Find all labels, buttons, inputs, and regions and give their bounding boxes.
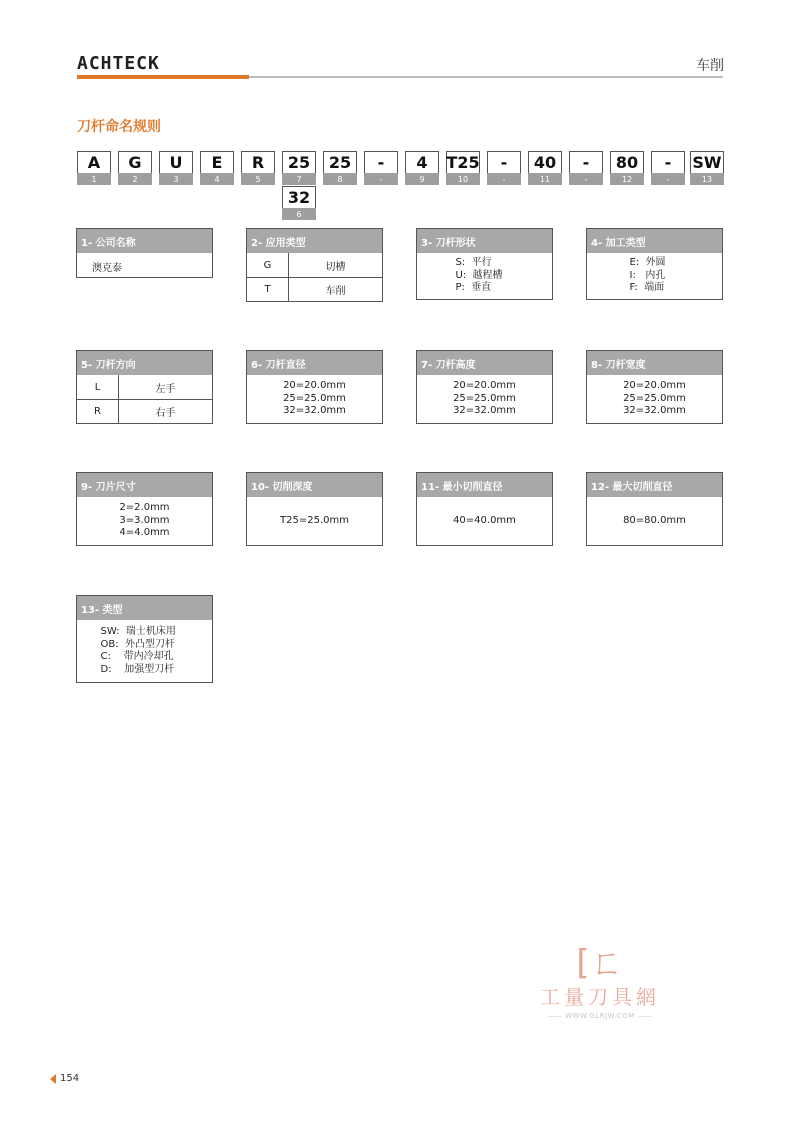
row-value: 切槽	[325, 261, 346, 273]
list-item: 25=25.0mm	[623, 392, 686, 404]
list-item: 3=3.0mm	[119, 514, 170, 526]
list-item: 20=20.0mm	[623, 380, 686, 392]
box-header: 1- 公司名称	[77, 229, 212, 253]
list-item: 25=25.0mm	[453, 392, 516, 404]
code-char: -	[651, 151, 685, 173]
code-char: T25	[446, 153, 480, 172]
box-header: 2- 应用类型	[247, 229, 382, 253]
code-char: SW	[690, 151, 724, 173]
code-char: 25	[282, 151, 316, 173]
code-char: R	[241, 151, 275, 173]
code-char: 25	[323, 151, 357, 173]
code-char: 40	[528, 151, 562, 173]
list-item: U: 越程槽	[455, 269, 503, 281]
code-cell	[610, 151, 644, 185]
code-char: G	[118, 151, 152, 173]
row-value: 左手	[155, 383, 176, 395]
code-index: 9	[405, 173, 439, 185]
list-item: 20=20.0mm	[283, 380, 346, 392]
code-char: 4	[405, 151, 439, 173]
box-header: 3- 刀杆形状	[417, 229, 552, 253]
code-char: U	[159, 151, 193, 173]
box-text: 澳克泰	[92, 263, 122, 274]
code-cell	[159, 151, 193, 185]
code-char: -	[569, 151, 603, 173]
page-number	[50, 1073, 79, 1084]
code-index: 6	[282, 208, 316, 220]
code-char: E	[200, 151, 234, 173]
code-index: 11	[528, 173, 562, 185]
watermark-url: —— WWW.GLRJW.COM ——	[547, 1012, 653, 1020]
code-index: 5	[241, 173, 275, 185]
watermark	[530, 945, 670, 1020]
list-item: 32=32.0mm	[623, 405, 686, 417]
page-title: 刀杆命名规则	[77, 119, 161, 135]
box-header: 6- 刀杆直径	[247, 351, 382, 375]
box-header: 5- 刀杆方向	[77, 351, 212, 375]
code-index: 3	[159, 173, 193, 185]
code-index: 4	[200, 173, 234, 185]
code-index: -	[651, 173, 685, 185]
code-index: -	[364, 173, 398, 185]
table-row	[247, 253, 382, 277]
row-key: G	[247, 253, 289, 277]
list-item: I: 内孔	[629, 269, 666, 281]
list-item: P: 垂直	[455, 282, 492, 294]
list-item: 32=32.0mm	[283, 405, 346, 417]
code-cell	[77, 151, 111, 185]
box-machining-type	[586, 228, 723, 300]
list-item: C: 带内冷却孔	[100, 651, 174, 662]
page-number-text: 154	[60, 1073, 80, 1084]
header-accent-bar	[77, 75, 249, 79]
code-cell	[323, 151, 357, 185]
code-cell	[528, 151, 562, 185]
code-char: -	[487, 151, 521, 173]
box-shank-height	[416, 350, 553, 424]
list-item: S: 平行	[455, 257, 492, 269]
list-item: 32=32.0mm	[453, 405, 516, 417]
code-cell	[690, 151, 724, 185]
list-item: T25=25.0mm	[280, 514, 349, 526]
code-index: 1	[77, 173, 111, 185]
row-key: R	[77, 400, 119, 423]
box-application-type	[246, 228, 383, 302]
box-shank-shape	[416, 228, 553, 300]
box-cutting-depth	[246, 472, 383, 546]
list-item: 2=2.0mm	[119, 502, 170, 514]
code-char: 32	[282, 186, 316, 208]
table-row	[77, 399, 212, 423]
box-max-cutting-diameter	[586, 472, 723, 546]
code-index: 13	[690, 173, 724, 185]
code-index: 12	[610, 173, 644, 185]
list-item: D: 加强型刀杆	[100, 663, 175, 675]
table-row	[247, 277, 382, 301]
list-item: 25=25.0mm	[283, 392, 346, 404]
box-header: 8- 刀杆宽度	[587, 351, 722, 375]
row-value: 车削	[325, 286, 346, 297]
box-shank-width	[586, 350, 723, 424]
list-item: OB: 外凸型刀杆	[100, 638, 175, 650]
box-min-cutting-diameter	[416, 472, 553, 546]
box-header: 10- 切削深度	[247, 473, 382, 497]
list-item: F: 端面	[629, 282, 665, 294]
table-row	[77, 375, 212, 399]
box-shank-diameter	[246, 350, 383, 424]
box-type	[76, 595, 213, 683]
code-cell	[118, 151, 152, 185]
code-cell	[446, 151, 480, 185]
box-header: 4- 加工类型	[587, 229, 722, 253]
list-item: 40=40.0mm	[453, 514, 516, 526]
code-cell	[364, 151, 398, 185]
row-key: L	[77, 375, 119, 399]
code-char: A	[77, 151, 111, 173]
brand-logo: ACHTECK	[77, 53, 160, 74]
list-item: 20=20.0mm	[453, 380, 516, 392]
box-company-name	[76, 228, 213, 278]
box-header: 13- 类型	[77, 596, 212, 620]
code-cell	[241, 151, 275, 185]
code-cell	[405, 151, 439, 185]
list-item: 4=4.0mm	[119, 527, 170, 539]
watermark-logo-icon: [ㄈ	[576, 943, 624, 983]
code-cell	[282, 151, 316, 185]
box-header: 12- 最大切削直径	[587, 473, 722, 497]
code-index: 8	[323, 173, 357, 185]
code-cell	[200, 151, 234, 185]
code-cell	[651, 151, 685, 185]
row-key: T	[247, 278, 289, 301]
watermark-text: 工量刀具網	[540, 985, 660, 1009]
code-cell	[487, 151, 521, 185]
code-index: 7	[282, 173, 316, 185]
box-shank-direction	[76, 350, 213, 424]
code-index: -	[487, 173, 521, 185]
code-index: 2	[118, 173, 152, 185]
row-value: 右手	[155, 408, 176, 419]
list-item: E: 外圆	[629, 257, 666, 269]
box-header: 11- 最小切削直径	[417, 473, 552, 497]
box-header: 9- 刀片尺寸	[77, 473, 212, 497]
box-header: 7- 刀杆高度	[417, 351, 552, 375]
list-item: 80=80.0mm	[623, 514, 686, 526]
code-char: 80	[610, 151, 644, 173]
list-item: SW: 瑞士机床用	[100, 626, 176, 637]
section-title: 车削	[696, 58, 724, 74]
code-cell-extra	[282, 186, 316, 220]
code-index: 10	[446, 173, 480, 185]
code-index: -	[569, 173, 603, 185]
code-char: -	[364, 151, 398, 173]
triangle-left-icon	[50, 1074, 56, 1084]
box-insert-size	[76, 472, 213, 546]
code-cell	[569, 151, 603, 185]
